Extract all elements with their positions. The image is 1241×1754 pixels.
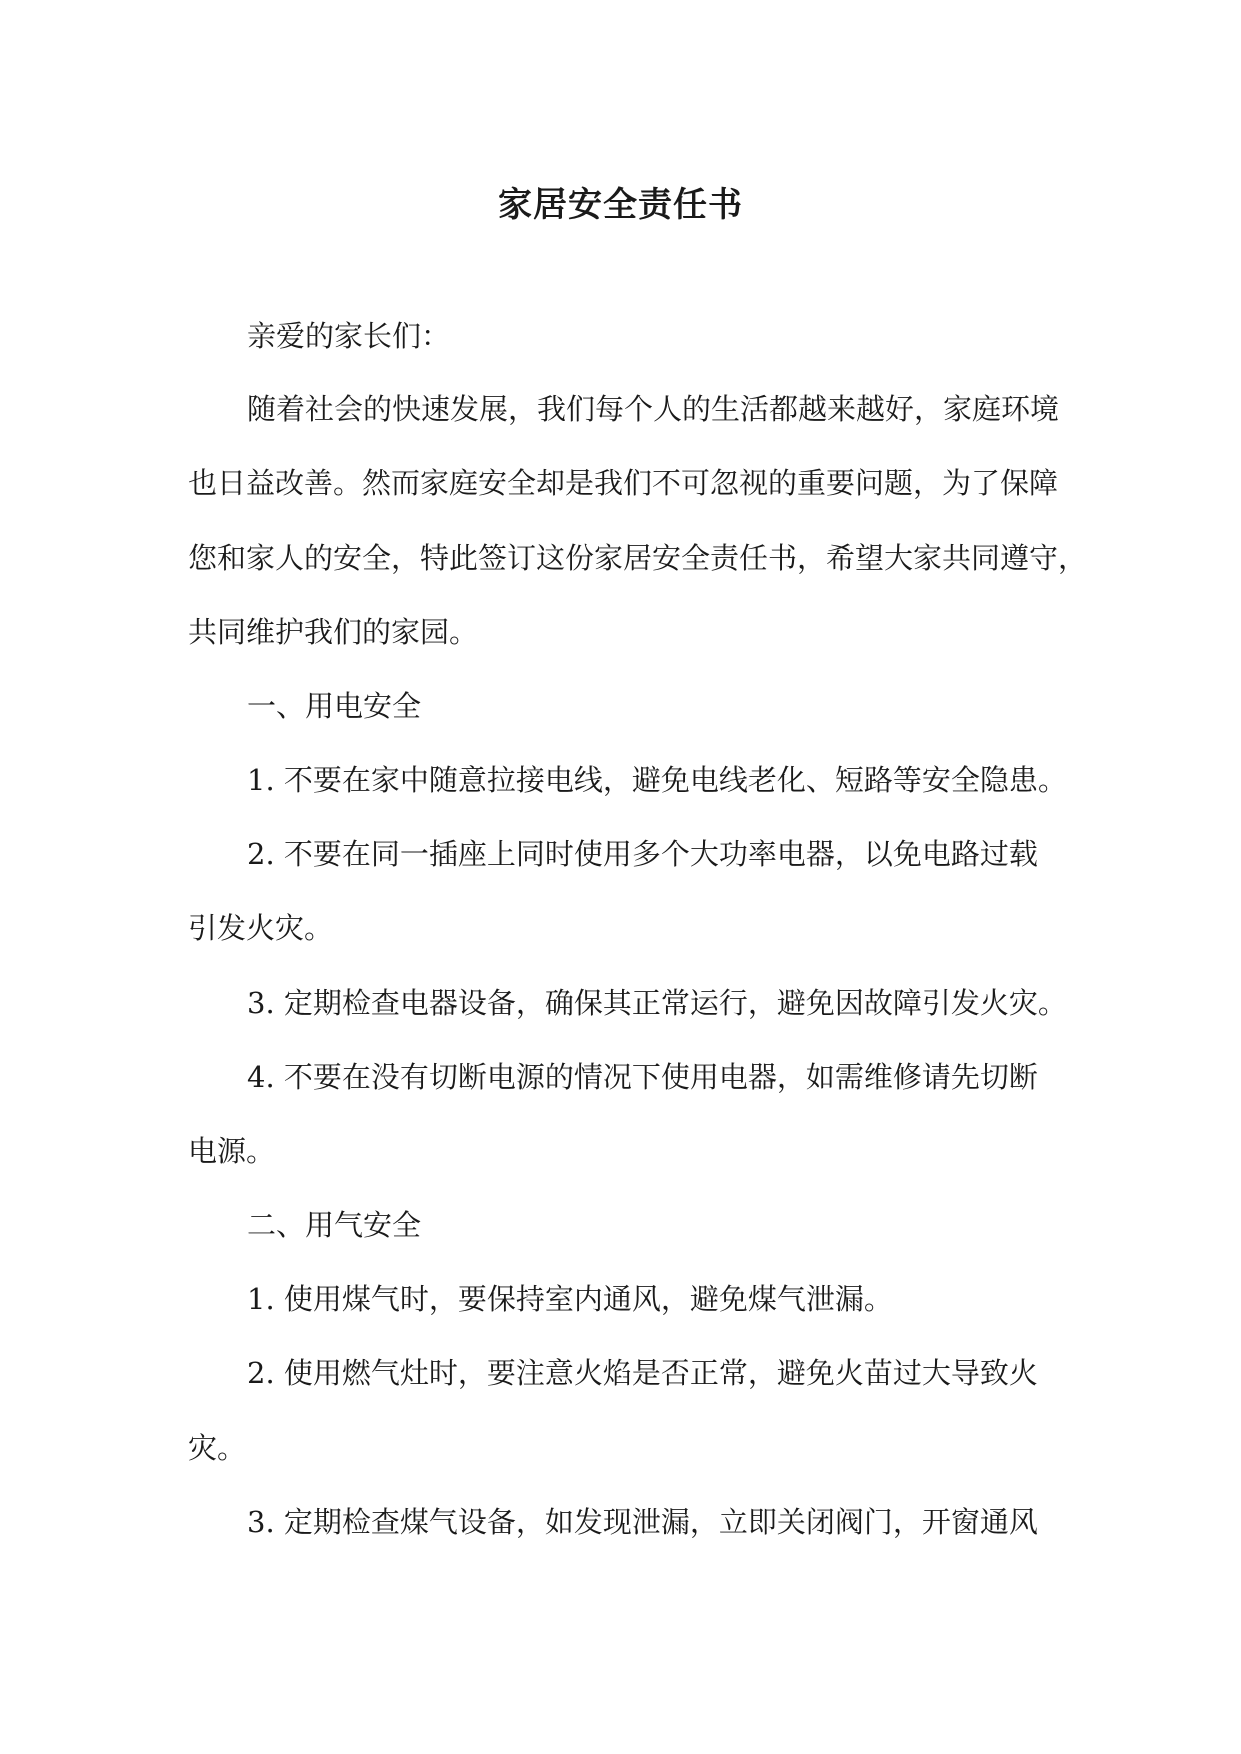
electricity-item-3: 3. 定期检查电器设备，确保其正常运行，避免因故障引发火灾。 — [247, 986, 1067, 1020]
electricity-item-4-continued: 电源。 — [188, 1134, 276, 1168]
gas-item-1: 1. 使用煤气时，要保持室内通风，避免煤气泄漏。 — [247, 1282, 893, 1316]
document-title: 家居安全责任书 — [498, 185, 743, 225]
gas-item-2: 2. 使用燃气灶时，要注意火焰是否正常，避免火苗过大导致火 — [247, 1356, 1038, 1390]
intro-line-1: 随着社会的快速发展，我们每个人的生活都越来越好，家庭环境 — [247, 392, 1060, 426]
electricity-item-1: 1. 不要在家中随意拉接电线，避免电线老化、短路等安全隐患。 — [247, 763, 1067, 797]
electricity-item-4: 4. 不要在没有切断电源的情况下使用电器，如需维修请先切断 — [247, 1060, 1038, 1094]
electricity-item-2: 2. 不要在同一插座上同时使用多个大功率电器，以免电路过载 — [247, 837, 1038, 871]
electricity-item-2-continued: 引发火灾。 — [188, 911, 334, 945]
intro-line-2: 也日益改善。然而家庭安全却是我们不可忽视的重要问题，为了保障 — [188, 466, 1059, 500]
greeting: 亲爱的家长们： — [247, 319, 451, 353]
gas-item-2-continued: 灾。 — [188, 1431, 247, 1465]
intro-line-4: 共同维护我们的家园。 — [188, 615, 479, 649]
gas-item-3: 3. 定期检查煤气设备，如发现泄漏，立即关闭阀门，开窗通风 — [247, 1505, 1038, 1539]
section-heading-electricity: 一、用电安全 — [247, 689, 422, 723]
section-heading-gas: 二、用气安全 — [247, 1208, 422, 1242]
intro-line-3: 您和家人的安全，特此签订这份家居安全责任书，希望大家共同遵守， — [188, 541, 1088, 575]
